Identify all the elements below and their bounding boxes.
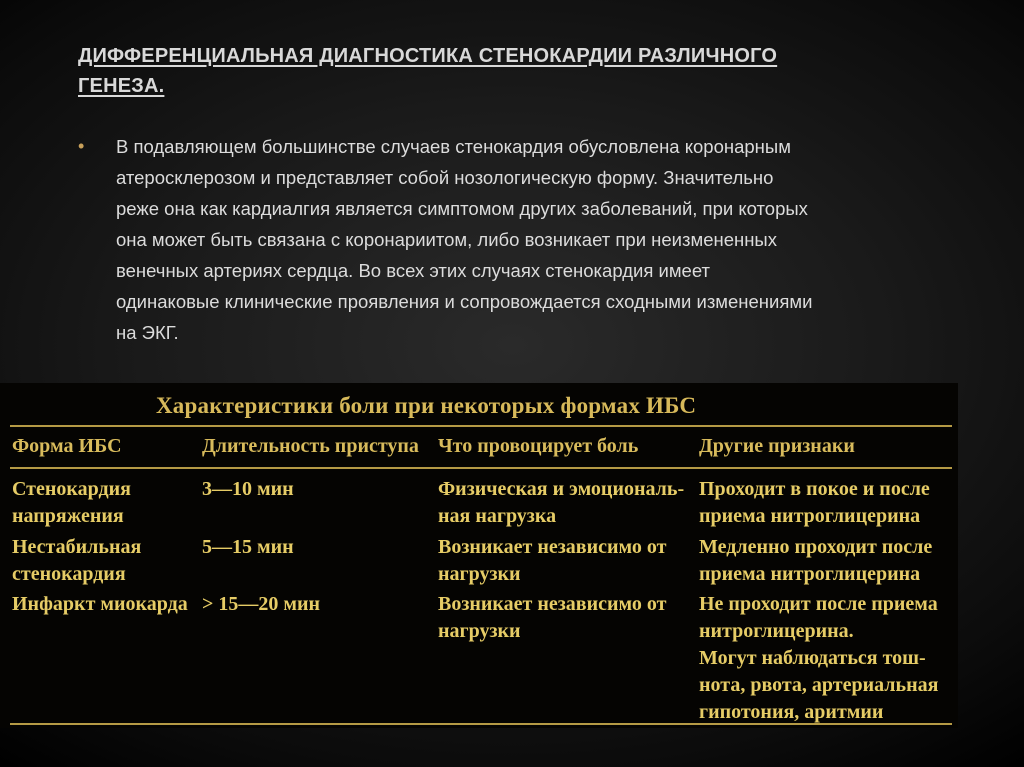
cell-line: приема нитроглицерина (699, 563, 921, 585)
table-cell-duration (202, 534, 294, 561)
bullet-line: венечных артериях сердца. Во всех этих случаях стенокардия имеет (116, 260, 710, 281)
cell-line: нота, рвота, артериальная (699, 674, 939, 696)
cell-line: Нестабильная (12, 536, 142, 558)
cell-line: Не проходит после приема (699, 593, 938, 615)
ibs-pain-table (0, 383, 958, 728)
cell-line: 3—10 мин (202, 478, 294, 500)
cell-line: Физическая и эмоциональ- (438, 478, 685, 500)
cell-line: гипотония, аритмии (699, 701, 884, 723)
cell-line: > 15—20 мин (202, 593, 321, 615)
cell-line: Возникает независимо от (438, 593, 667, 615)
bullet-line: на ЭКГ. (116, 322, 179, 343)
cell-line: Могут наблюдаться тош- (699, 647, 926, 669)
bullet-marker: • (78, 136, 85, 156)
table-cell-duration (202, 476, 294, 503)
table-header-rule (10, 467, 952, 469)
table-cell-form (12, 591, 188, 618)
cell-line: напряжения (12, 505, 124, 527)
table-cell-trigger (438, 591, 666, 645)
bullet-line: одинаковые клинические проявления и сопровождается сходными изменениями (116, 291, 813, 312)
table-cell-trigger (438, 534, 666, 588)
cell-line: Проходит в покое и после (699, 478, 930, 500)
table-cell-trigger (438, 476, 684, 530)
bullet-text (116, 131, 958, 348)
header-trigger: Что провоцирует боль (438, 435, 639, 457)
bullet-line: атеросклерозом и представляет собой нозологическую форму. Значительно (116, 167, 774, 188)
cell-line: нагрузки (438, 620, 521, 642)
cell-line: 5—15 мин (202, 536, 294, 558)
cell-line: нагрузки (438, 563, 521, 585)
slide-title (78, 41, 878, 101)
header-duration: Длительность приступа (202, 435, 419, 457)
table-caption: Характеристики боли при некоторых формах ИБС (156, 393, 697, 418)
table-cell-form (12, 476, 131, 530)
table-top-rule (10, 425, 952, 427)
cell-line: ная нагрузка (438, 505, 557, 527)
table-cell-other (699, 591, 938, 726)
cell-line: Возникает независимо от (438, 536, 667, 558)
slide-title-line: ДИФФЕРЕНЦИАЛЬНАЯ ДИАГНОСТИКА СТЕНОКАРДИИ РАЗЛИЧНОГО (78, 45, 778, 67)
table-cell-duration (202, 591, 320, 618)
table-cell-form (12, 534, 141, 588)
bullet-line: она может быть связана с коронариитом, либо возникает при неизмененных (116, 229, 777, 250)
cell-line: нитроглицерина. (699, 620, 854, 642)
cell-line: приема нитроглицерина (699, 505, 921, 527)
table-cell-other (699, 476, 930, 530)
bullet-paragraph (78, 131, 958, 348)
header-other: Другие признаки (699, 435, 855, 457)
cell-line: Инфаркт миокарда (12, 593, 188, 615)
table-bottom-rule (10, 723, 952, 725)
cell-line: стенокардия (12, 563, 126, 585)
cell-line: Стенокардия (12, 478, 131, 500)
header-form: Форма ИБС (12, 435, 122, 457)
bullet-line: реже она как кардиалгия является симптомом других заболеваний, при которых (116, 198, 808, 219)
table-cell-other (699, 534, 932, 588)
bullet-line: В подавляющем большинстве случаев стенокардия обусловлена коронарным (116, 136, 791, 157)
cell-line: Медленно проходит после (699, 536, 933, 558)
slide-title-line: ГЕНЕЗА. (78, 75, 165, 97)
